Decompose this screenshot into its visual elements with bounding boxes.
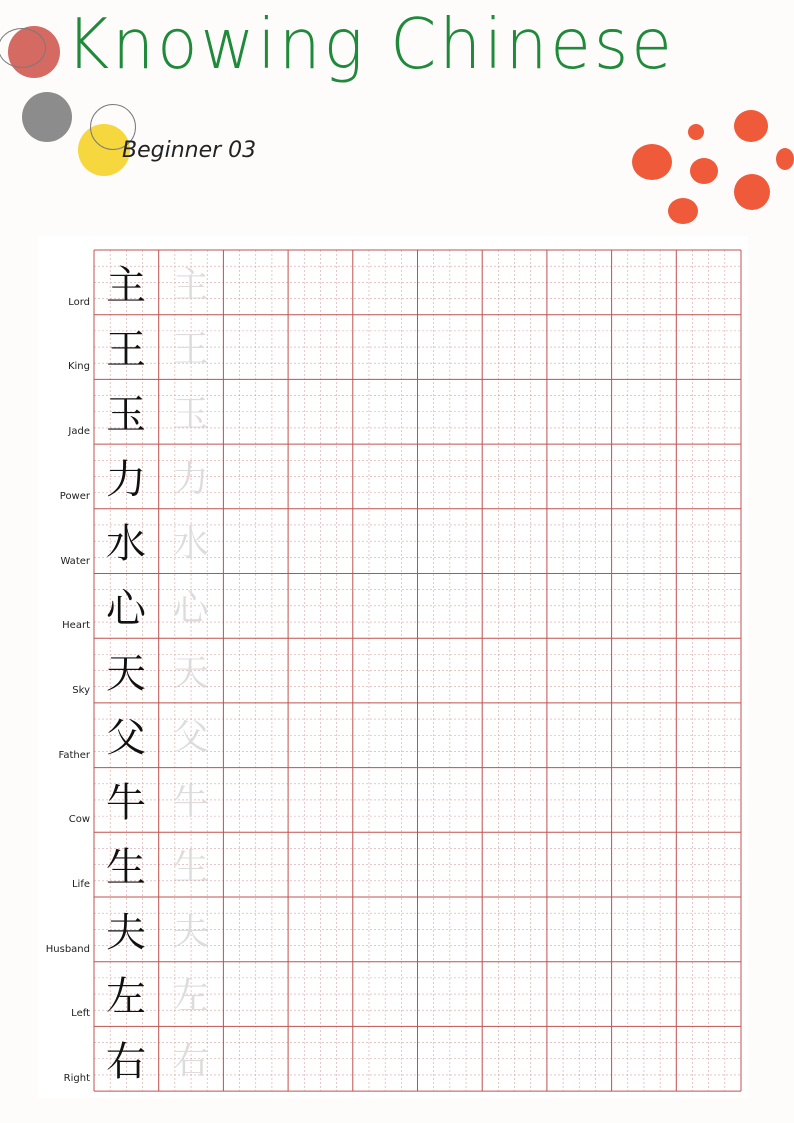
trace-character: 主 xyxy=(172,264,209,306)
model-character: 主 xyxy=(106,262,146,309)
decor-dot-orange xyxy=(734,174,770,210)
decor-dot-orange xyxy=(668,198,698,224)
trace-character: 左 xyxy=(172,976,209,1018)
decor-ring xyxy=(0,28,46,68)
row-meaning-label: Life xyxy=(71,879,90,890)
trace-character: 父 xyxy=(172,717,209,759)
model-character: 水 xyxy=(106,521,146,568)
row-meaning-label: Left xyxy=(71,1008,90,1020)
row-meaning-label: Husband xyxy=(45,943,90,955)
model-character: 左 xyxy=(106,974,146,1021)
row-meaning-label: Lord xyxy=(68,296,90,308)
row-meaning-label: Cow xyxy=(68,814,90,826)
page-title: Knowing Chinese xyxy=(66,4,675,85)
model-character: 天 xyxy=(106,650,146,697)
trace-character: 水 xyxy=(172,523,209,565)
model-character: 牛 xyxy=(106,780,146,827)
trace-character: 夫 xyxy=(172,911,209,953)
row-meaning-label: King xyxy=(67,361,90,373)
trace-character: 玉 xyxy=(172,393,209,435)
row-meaning-label: Heart xyxy=(62,620,90,632)
row-meaning-label: Father xyxy=(58,749,90,761)
decor-dot-orange xyxy=(776,148,794,170)
row-meaning-label: Right xyxy=(63,1073,90,1085)
row-meaning-label: Sky xyxy=(72,684,90,696)
model-character: 力 xyxy=(106,456,146,503)
trace-character: 右 xyxy=(172,1040,209,1082)
decor-dot-orange xyxy=(734,110,768,142)
model-character: 右 xyxy=(106,1038,146,1085)
page-subtitle: Beginner 03 xyxy=(122,138,257,163)
trace-character: 牛 xyxy=(172,782,209,824)
model-character: 父 xyxy=(106,715,146,762)
model-character: 心 xyxy=(106,586,146,632)
decor-dot-orange xyxy=(690,158,718,184)
model-character: 王 xyxy=(106,327,146,374)
model-character: 夫 xyxy=(106,909,146,956)
row-meaning-label: Jade xyxy=(68,426,90,438)
decor-dot-gray xyxy=(22,92,72,142)
decor-dot-orange xyxy=(632,144,672,180)
model-character: 生 xyxy=(106,844,146,891)
decor-dot-orange xyxy=(688,124,704,140)
row-meaning-label: Power xyxy=(59,490,90,502)
trace-character: 天 xyxy=(172,652,209,694)
model-character: 玉 xyxy=(106,391,146,438)
row-meaning-label: Water xyxy=(60,555,90,567)
trace-character: 王 xyxy=(172,329,209,371)
trace-character: 心 xyxy=(172,588,209,629)
trace-character: 力 xyxy=(172,458,209,500)
trace-character: 生 xyxy=(172,846,209,888)
practice-sheet xyxy=(38,236,748,1098)
